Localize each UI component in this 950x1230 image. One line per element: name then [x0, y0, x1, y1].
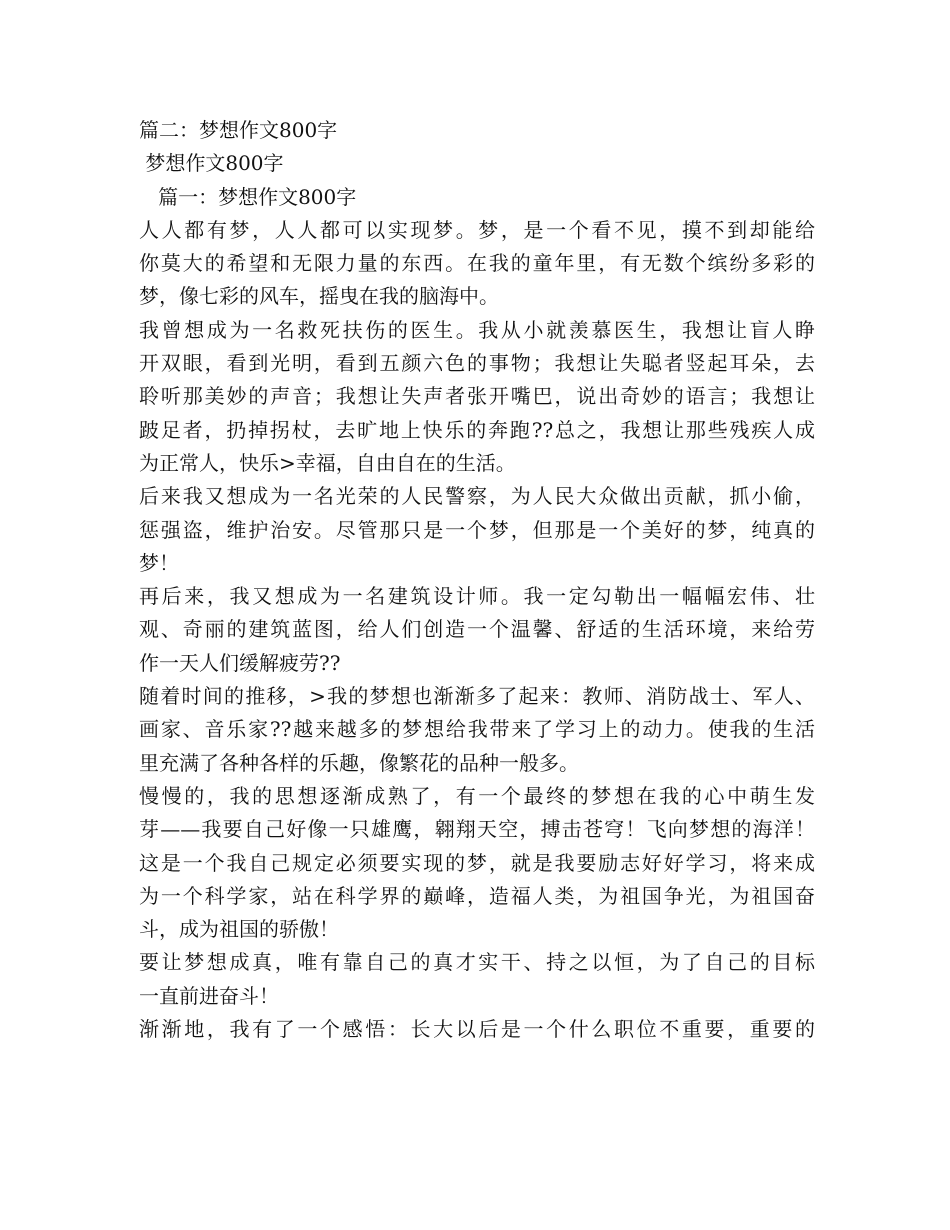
text-line: 你莫大的希望和无限力量的东西。在我的童年里，有无数个缤纷多彩的	[139, 251, 815, 276]
text-line: 一直前进奋斗！	[139, 983, 279, 1008]
text-line: 随着时间的推移，>我的梦想也渐渐多了起来：教师、消防战士、军人、	[139, 684, 815, 709]
text-line: 慢慢的，我的思想逐渐成熟了，有一个最终的梦想在我的心中萌生发	[139, 783, 815, 808]
heading-chapter-two: 篇二：梦想作文800字	[139, 118, 338, 142]
text-line: 我曾想成为一名救死扶伤的医生。我从小就羡慕医生，我想让盲人睁	[139, 317, 815, 342]
text-line: 芽——我要自己好像一只雄鹰，翱翔天空，搏击苍穹！飞向梦想的海洋！	[139, 817, 815, 842]
text-line: 要让梦想成真，唯有靠自己的真才实干、持之以恒，为了自己的目标	[139, 950, 815, 975]
text-line: 斗，成为祖国的骄傲！	[139, 917, 339, 942]
text-line: 这是一个我自己规定必须要实现的梦，就是我要励志好好学习，将来成	[139, 850, 815, 875]
text-line: 开双眼，看到光明，看到五颜六色的事物；我想让失聪者竖起耳朵，去	[139, 351, 815, 376]
text-line: 梦！	[139, 550, 179, 575]
text-line: 再后来，我又想成为一名建筑设计师。我一定勾勒出一幅幅宏伟、壮	[139, 584, 815, 609]
text-line: 作一天人们缓解疲劳??	[139, 650, 341, 675]
text-line: 聆听那美妙的声音；我想让失声者张开嘴巴，说出奇妙的语言；我想让	[139, 384, 815, 409]
heading-chapter-one: 篇一：梦想作文800字	[139, 184, 357, 209]
text-line: 为一个科学家，站在科学界的巅峰，造福人类，为祖国争光，为祖国奋	[139, 883, 815, 908]
text-line: 观、奇丽的建筑蓝图，给人们创造一个温馨、舒适的生活环境，来给劳	[139, 617, 815, 642]
text-line: 后来我又想成为一名光荣的人民警察，为人民大众做出贡献，抓小偷，	[139, 484, 815, 509]
text-line: 渐渐地，我有了一个感悟：长大以后是一个什么职位不重要，重要的	[139, 1017, 815, 1042]
text-line: 惩强盗，维护治安。尽管那只是一个梦，但那是一个美好的梦，纯真的	[139, 517, 815, 542]
text-line: 梦，像七彩的风车，摇曳在我的脑海中。	[139, 284, 499, 309]
text-line: 里充满了各种各样的乐趣，像繁花的品种一般多。	[139, 750, 579, 775]
text-line: 画家、音乐家??越来越多的梦想给我带来了学习上的动力。使我的生活	[139, 717, 815, 742]
text-line: 跛足者，扔掉拐杖，去旷地上快乐的奔跑??总之，我想让那些残疾人成	[139, 417, 815, 442]
document-body	[139, 114, 815, 1046]
text-line: 人人都有梦，人人都可以实现梦。梦，是一个看不见，摸不到却能给	[139, 217, 815, 242]
text-line: 为正常人，快乐>幸福，自由自在的生活。	[139, 450, 516, 475]
heading-title: 梦想作文800字	[139, 151, 284, 176]
